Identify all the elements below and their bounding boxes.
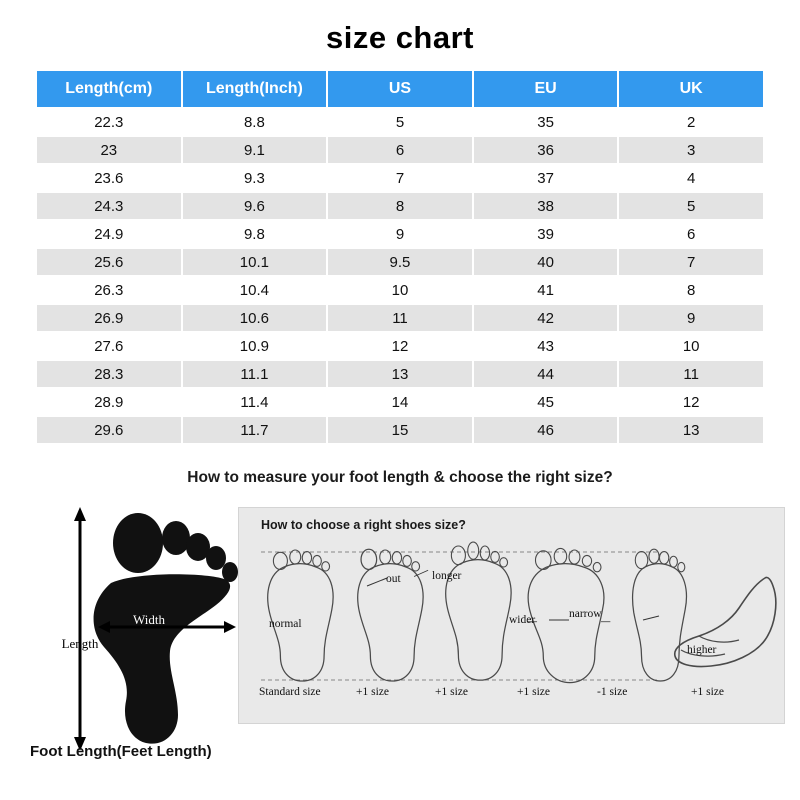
cell-length-inch: 9.6: [183, 193, 327, 219]
size-label-higher: +1 size: [691, 686, 724, 698]
panel-title: How to choose a right shoes size?: [261, 518, 466, 532]
size-label-out: +1 size: [356, 686, 389, 698]
cell-us: 15: [328, 417, 472, 443]
cell-uk: 11: [619, 361, 763, 387]
page-title: size chart: [325, 20, 474, 55]
cell-length-inch: 11.4: [183, 389, 327, 415]
cell-eu: 41: [474, 277, 618, 303]
cell-eu: 40: [474, 249, 618, 275]
cell-length-cm: 22.3: [37, 109, 181, 135]
table-row: [37, 333, 763, 359]
cell-uk: 3: [619, 137, 763, 163]
cell-length-cm: 24.9: [37, 221, 181, 247]
footprint-diagram: [18, 495, 258, 767]
table-row: [37, 137, 763, 163]
cell-uk: 8: [619, 277, 763, 303]
cell-eu: 42: [474, 305, 618, 331]
label-out: out: [386, 573, 401, 585]
label-normal: normal: [269, 618, 302, 630]
cell-length-cm: 27.6: [37, 333, 181, 359]
cell-us: 8: [328, 193, 472, 219]
size-chart-table: [35, 69, 765, 445]
cell-us: 9.5: [328, 249, 472, 275]
cell-uk: 5: [619, 193, 763, 219]
size-label-wider: +1 size: [517, 686, 550, 698]
cell-eu: 45: [474, 389, 618, 415]
cell-length-inch: 11.7: [183, 417, 327, 443]
cell-length-cm: 23: [37, 137, 181, 163]
cell-length-cm: 29.6: [37, 417, 181, 443]
cell-length-inch: 9.3: [183, 165, 327, 191]
cell-us: 7: [328, 165, 472, 191]
cell-us: 6: [328, 137, 472, 163]
cell-uk: 13: [619, 417, 763, 443]
table-row: [37, 193, 763, 219]
table-row: [37, 109, 763, 135]
cell-length-inch: 10.1: [183, 249, 327, 275]
table-row: [37, 305, 763, 331]
table-row: [37, 277, 763, 303]
cell-eu: 39: [474, 221, 618, 247]
footprint-caption: Foot Length(Feet Length): [30, 743, 212, 760]
cell-length-inch: 10.9: [183, 333, 327, 359]
cell-us: 11: [328, 305, 472, 331]
cell-uk: 4: [619, 165, 763, 191]
cell-us: 14: [328, 389, 472, 415]
table-row: [37, 249, 763, 275]
table-row: [37, 389, 763, 415]
table-header-row: [37, 71, 763, 107]
column-header-uk: UK: [619, 71, 763, 107]
cell-us: 9: [328, 221, 472, 247]
table-row: [37, 221, 763, 247]
cell-eu: 43: [474, 333, 618, 359]
cell-us: 13: [328, 361, 472, 387]
label-higher: higher: [687, 644, 717, 656]
cell-us: 10: [328, 277, 472, 303]
cell-length-inch: 8.8: [183, 109, 327, 135]
size-label-standard: Standard size: [259, 686, 321, 698]
column-header-length-inch: Length(Inch): [183, 71, 327, 107]
label-narrow: narrow: [569, 608, 602, 620]
cell-eu: 37: [474, 165, 618, 191]
measure-figure-area: [0, 491, 800, 771]
cell-eu: 36: [474, 137, 618, 163]
cell-length-inch: 9.1: [183, 137, 327, 163]
svg-text:Width: Width: [133, 612, 165, 627]
cell-length-cm: 26.9: [37, 305, 181, 331]
cell-length-cm: 25.6: [37, 249, 181, 275]
column-header-eu: EU: [474, 71, 618, 107]
cell-length-inch: 9.8: [183, 221, 327, 247]
cell-uk: 10: [619, 333, 763, 359]
size-label-narrow: -1 size: [597, 686, 628, 698]
table-row: [37, 417, 763, 443]
cell-length-cm: 28.9: [37, 389, 181, 415]
cell-uk: 9: [619, 305, 763, 331]
label-longer: longer: [432, 570, 462, 582]
cell-length-inch: 10.4: [183, 277, 327, 303]
size-label-longer: +1 size: [435, 686, 468, 698]
cell-us: 5: [328, 109, 472, 135]
cell-uk: 6: [619, 221, 763, 247]
column-header-length-cm: Length(cm): [37, 71, 181, 107]
cell-length-cm: 24.3: [37, 193, 181, 219]
cell-eu: 35: [474, 109, 618, 135]
cell-eu: 38: [474, 193, 618, 219]
cell-length-inch: 10.6: [183, 305, 327, 331]
column-header-us: US: [328, 71, 472, 107]
cell-uk: 7: [619, 249, 763, 275]
label-wider: wider: [509, 614, 536, 626]
cell-length-cm: 23.6: [37, 165, 181, 191]
cell-length-cm: 28.3: [37, 361, 181, 387]
measure-heading: How to measure your foot length & choose the right size?: [187, 469, 613, 486]
cell-uk: 2: [619, 109, 763, 135]
cell-length-cm: 26.3: [37, 277, 181, 303]
cell-us: 12: [328, 333, 472, 359]
table-row: [37, 361, 763, 387]
cell-eu: 46: [474, 417, 618, 443]
cell-eu: 44: [474, 361, 618, 387]
svg-text:Length: Length: [61, 636, 99, 651]
table-row: [37, 165, 763, 191]
cell-length-inch: 11.1: [183, 361, 327, 387]
cell-uk: 12: [619, 389, 763, 415]
shoe-size-guide-panel: [238, 507, 785, 724]
